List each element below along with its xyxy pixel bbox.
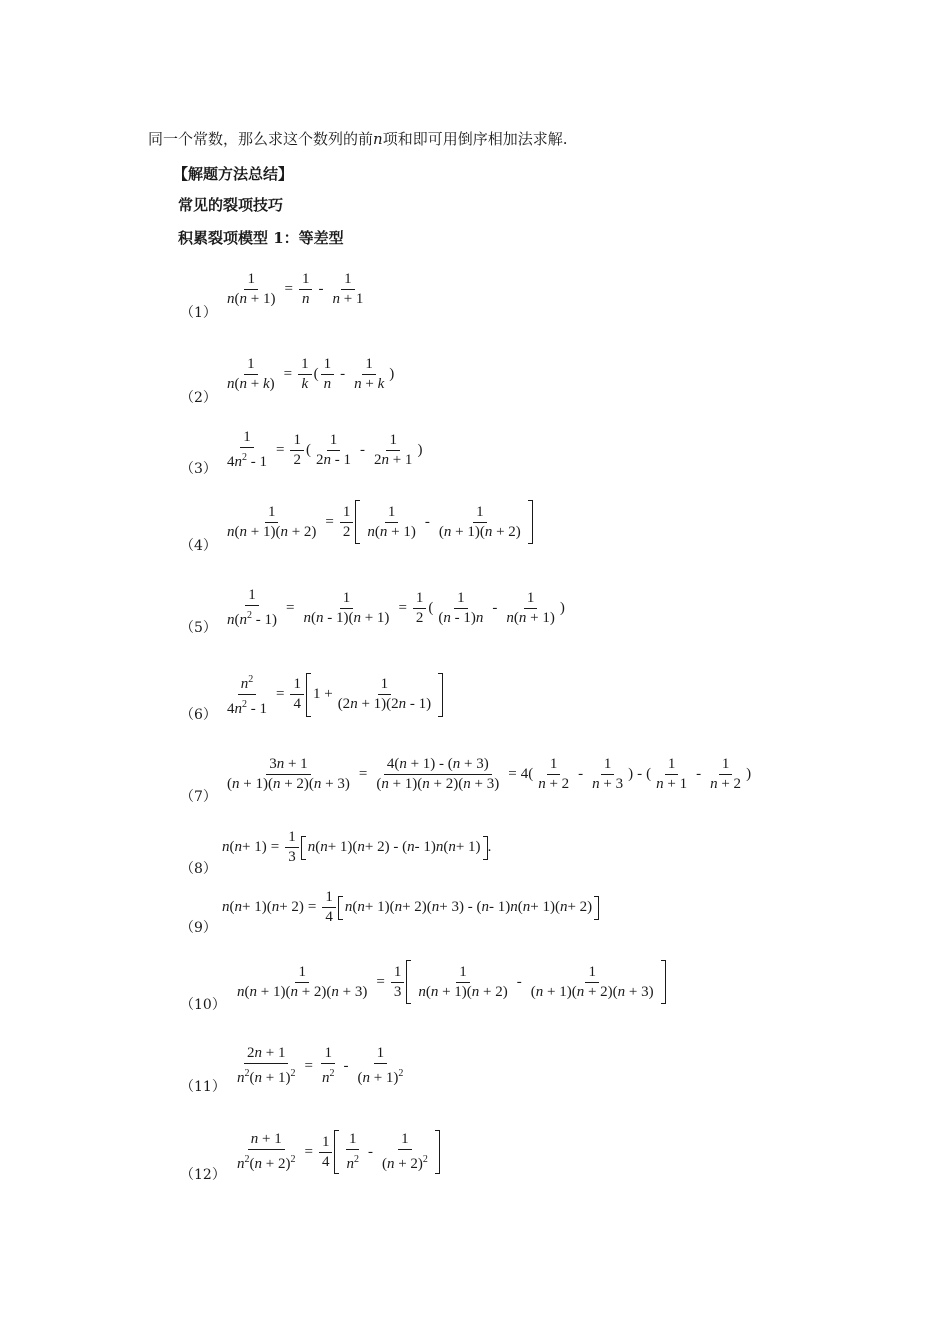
formula-label: （5）: [180, 620, 217, 636]
intro-var-n: n: [373, 130, 383, 148]
formula-label: （2）: [180, 390, 217, 406]
intro-line: [148, 128, 567, 149]
formula-label: （8）: [180, 861, 217, 877]
formula-label: （9）: [180, 920, 217, 936]
formula-label: （10）: [180, 997, 226, 1013]
formula-label: （4）: [180, 538, 217, 554]
formula-7: $\frac{3n + 1}{(n + 1)(n + 2)(n + 3)}$ = $\frac{4(n + 1) - (n + 3)}{(n + 1)(n + 2)(n + 3)}$ = 4( $\frac{1}{n + 2}$ - 1 n + 3 ) - ( 1 n + 1 - 1 n + 2 ): [227, 756, 752, 792]
formula-2: $\frac{1}{n(n + k)}$ = $\frac{1}{k}$ ( 1 n - 1 n + k ): [227, 356, 395, 392]
formula-label: （11）: [180, 1079, 226, 1095]
intro-text-after: 项和即可用倒序相加法求解.: [382, 130, 568, 148]
formula-11: $\frac{2n + 1}{n^2(n + 1)^2}$ = $\frac{1}{n^2}$ - 1 $(n + 1)^2$: [237, 1045, 404, 1086]
intro-text-before: 同一个常数，那么求这个数列的前: [148, 130, 374, 148]
formula-label: （3）: [180, 461, 217, 477]
formula-3: $\frac{1}{4n^2 - 1}$ = $\frac{1}{2}$ ( 1 2n - 1 - 1 2n + 1 ): [227, 429, 423, 470]
formula-9: n ( n + 1)( n + 2) = $\frac{1}{4}$ n ( n + 1)( n + 2)( n + 3) - ( n - 1) n ( n + 1)( n + 2): [222, 888, 599, 927]
formula-label: （1）: [180, 305, 217, 321]
formula-label: （7）: [180, 789, 217, 805]
formula-label: （6）: [180, 707, 217, 723]
formula-5: $\frac{1}{n(n^2 - 1)}$ = $\frac{1}{n(n - 1)(n + 1)}$ = $\frac{1}{2}$ ( 1 (n - 1)n - 1 n(n + 1) ): [227, 587, 565, 628]
formula-6: $\frac{n^2}{4n^2 - 1}$ = $\frac{1}{4}$ 1 + 1 (2n + 1)(2n - 1): [222, 670, 443, 719]
formula-label: （12）: [180, 1167, 226, 1183]
formula-12: $\frac{n + 1}{n^2(n + 2)^2}$ = $\frac{1}{4}$ 1 $n^2$ - 1 $(n + 2)^2$: [232, 1130, 440, 1174]
formula-8: n ( n + 1) = $\frac{1}{3}$ n ( n + 1)( n + 2) - ( n - 1) n ( n + 1) .: [222, 829, 492, 865]
formula-10: $\frac{1}{n(n + 1)(n + 2)(n + 3)}$ = $\frac{1}{3}$ 1 n(n + 1)(n + 2) - 1 (n + 1)(n + 2)(n + 3): [232, 960, 666, 1004]
formula-1: $\frac{1}{n(n + 1)}$ = $\frac{1}{n}$ - 1 n + 1: [227, 271, 364, 307]
formula-4: $\frac{1}{n(n + 1)(n + 2)}$ = $\frac{1}{2}$ 1 n(n + 1) - 1 (n + 1)(n + 2): [222, 500, 533, 544]
heading-model: 积累裂项模型 1：等差型: [178, 229, 344, 247]
heading-tips: 常见的裂项技巧: [178, 196, 284, 214]
heading-summary: 【解题方法总结】: [173, 165, 294, 183]
